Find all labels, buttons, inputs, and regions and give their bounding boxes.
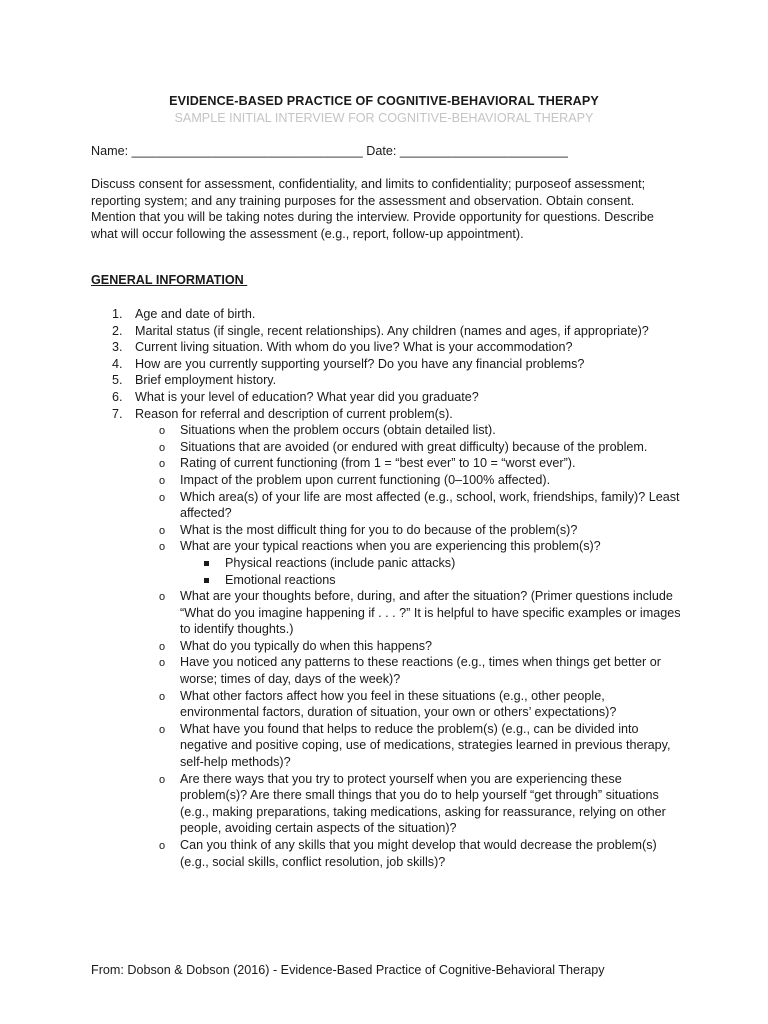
circle-bullet-icon: o <box>159 657 166 670</box>
circle-bullet-icon: o <box>159 640 166 653</box>
sub-item-text: Can you think of any skills that you might develop that would decrease the problem(s) (e.g., social skills, conflict resolution, job skills)? <box>180 838 657 869</box>
reaction-item <box>180 572 681 589</box>
list-item <box>91 372 681 389</box>
sub-item-text: Which area(s) of your life are most affected (e.g., school, work, friendships, family)? Least affected? <box>180 489 680 521</box>
circle-bullet-icon: o <box>159 541 166 554</box>
item-number: 5. <box>112 373 123 388</box>
general-information-list <box>91 306 681 870</box>
reactions-list <box>180 555 681 588</box>
sub-list-item <box>135 489 681 522</box>
sub-item-text: What are your thoughts before, during, and after the situation? (Primer questions include “What do you imagine happening if . . . ?” It is helpful to have specific examples or images to identify thoughts.) <box>180 589 681 637</box>
sub-item-text: What other factors affect how you feel in these situations (e.g., other people, environmental factors, duration of situation, your own or others’ expectations)? <box>180 688 617 720</box>
item-number: 2. <box>112 323 123 338</box>
sub-list-item <box>135 721 681 771</box>
circle-bullet-icon: o <box>159 723 166 736</box>
item-text: Brief employment history. <box>135 373 277 388</box>
reaction-text: Emotional reactions <box>225 572 336 587</box>
circle-bullet-icon: o <box>159 474 166 487</box>
document-title: EVIDENCE-BASED PRACTICE OF COGNITIVE-BEHAVIORAL THERAPY <box>169 94 599 108</box>
list-item <box>91 323 681 340</box>
sub-item-text: Have you noticed any patterns to these reactions (e.g., times when things get better or worse; times of day, days of the week)? <box>180 655 661 687</box>
sub-item-text: Rating of current functioning (from 1 = “best ever” to 10 = “worst ever”). <box>180 456 576 471</box>
circle-bullet-icon: o <box>159 690 166 703</box>
list-item <box>91 406 681 871</box>
item-number: 7. <box>112 406 123 421</box>
sub-list-item <box>135 422 681 439</box>
sub-list-item <box>135 771 681 837</box>
name-date-fields: Name: _________________________________ Date: ________________________ <box>91 144 568 158</box>
circle-bullet-icon: o <box>159 591 166 604</box>
sub-item-text: What have you found that helps to reduce the problem(s) (e.g., can be divided into negative and positive coping, use of medications, strategies learned in previous therapy, self-help methods)? <box>180 721 671 770</box>
list-item <box>91 389 681 406</box>
circle-bullet-icon: o <box>159 773 166 786</box>
sub-list-item <box>135 688 681 721</box>
list-item <box>91 306 681 323</box>
sub-item-text: Impact of the problem upon current functioning (0–100% affected). <box>180 472 551 487</box>
list-item <box>91 339 681 356</box>
list-item <box>91 356 681 373</box>
document-footer: From: Dobson & Dobson (2016) - Evidence-Based Practice of Cognitive-Behavioral Therapy <box>91 963 605 977</box>
sub-list-item <box>135 638 681 655</box>
circle-bullet-icon: o <box>159 425 166 438</box>
item-text: Age and date of birth. <box>135 307 256 321</box>
circle-bullet-icon: o <box>159 840 166 852</box>
square-bullet-icon <box>204 578 209 583</box>
square-bullet-icon <box>204 561 209 566</box>
circle-bullet-icon: o <box>159 524 166 537</box>
item-text: Current living situation. With whom do you live? What is your accommodation? <box>135 340 573 355</box>
item-number: 3. <box>112 340 123 355</box>
item-number: 4. <box>112 356 123 371</box>
sub-list-item <box>135 455 681 472</box>
sub-list-item <box>135 837 681 870</box>
sub-item-text: What do you typically do when this happens? <box>180 638 433 653</box>
reaction-text: Physical reactions (include panic attacks) <box>225 555 456 570</box>
sub-item-text: Situations when the problem occurs (obtain detailed list). <box>180 423 496 438</box>
item-number: 1. <box>112 307 123 321</box>
sub-list-item <box>135 472 681 489</box>
sub-item-text: Situations that are avoided (or endured with great difficulty) because of the problem. <box>180 439 648 454</box>
sub-item-text: What is the most difficult thing for you to do because of the problem(s)? <box>180 522 578 537</box>
circle-bullet-icon: o <box>159 458 166 471</box>
sub-list-item <box>135 522 681 539</box>
sub-item-text: What are your typical reactions when you are experiencing this problem(s)? <box>180 539 601 554</box>
circle-bullet-icon: o <box>159 491 166 504</box>
sub-item-text: Are there ways that you try to protect yourself when you are experiencing these problem(s)? Are there small things that you do to help yourself “get through” situations (e.g., making preparations, taking medications, asking for reassurance, relying on other people, avoiding certain aspects of the situation)? <box>180 771 666 836</box>
sub-list-item <box>135 538 681 588</box>
item-text: How are you currently supporting yourself? Do you have any financial problems? <box>135 356 585 371</box>
section-heading-general-information: GENERAL INFORMATION <box>91 273 248 287</box>
document-subtitle: SAMPLE INITIAL INTERVIEW FOR COGNITIVE-BEHAVIORAL THERAPY <box>174 111 594 125</box>
sub-list-item <box>135 439 681 456</box>
intro-paragraph: Discuss consent for assessment, confidentiality, and limits to confidentiality; purposeof assessment; reporting system; and any training purposes for the assessment and observation. Obtain consent. Mention that you will be taking notes during the interview. Provide opportunity for questions. Describe what will occur following the assessment (e.g., report, follow-up appointment). <box>91 177 654 241</box>
sub-list-item <box>135 654 681 687</box>
item-number: 6. <box>112 389 123 404</box>
item-text: Reason for referral and description of current problem(s). <box>135 406 453 421</box>
item-text: Marital status (if single, recent relationships). Any children (names and ages, if appropriate)? <box>135 323 649 338</box>
circle-bullet-icon: o <box>159 441 166 454</box>
reaction-item <box>180 555 681 572</box>
problem-questions-list <box>135 422 681 870</box>
sub-list-item <box>135 588 681 638</box>
item-text: What is your level of education? What year did you graduate? <box>135 389 479 404</box>
